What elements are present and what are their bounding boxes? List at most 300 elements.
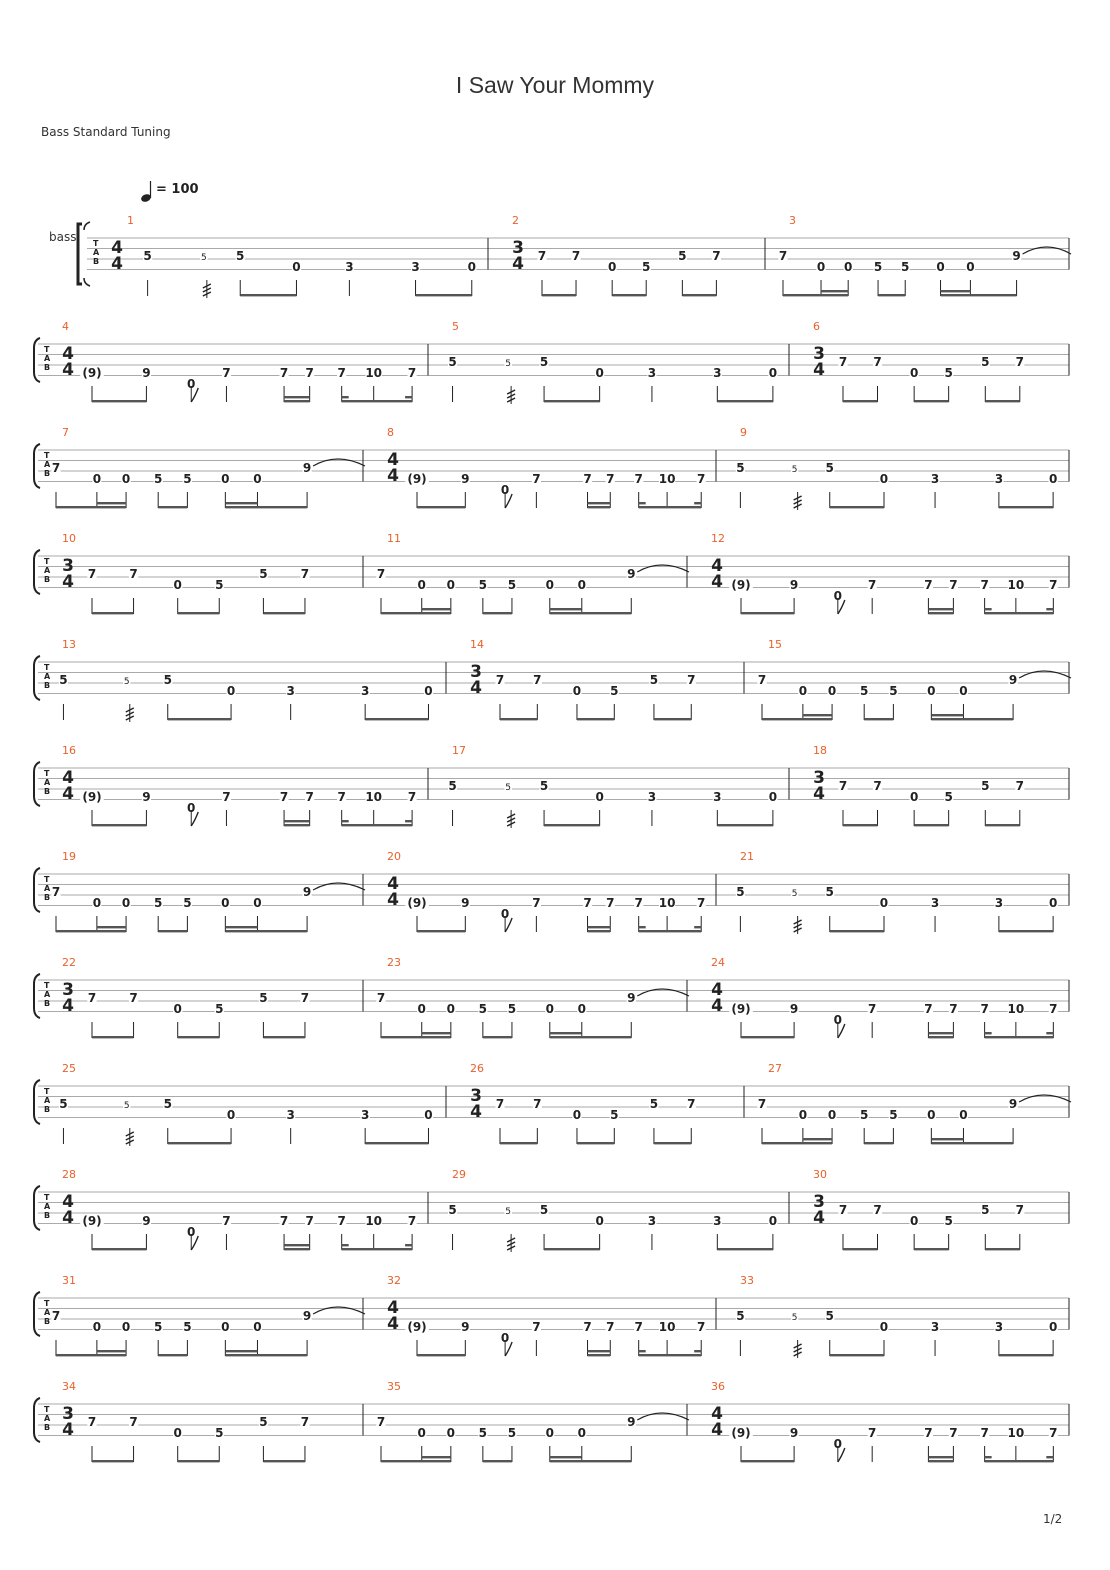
time-signature-bottom: 4	[470, 678, 482, 698]
fret-number: 0	[467, 260, 476, 274]
fret-number: 0	[545, 1002, 554, 1016]
measure-28	[62, 1168, 417, 1250]
fret-number: 10	[1007, 1002, 1025, 1016]
tab-clef-letter: B	[44, 787, 51, 796]
fret-number: 5	[944, 790, 953, 804]
time-signature-bottom: 4	[711, 1420, 723, 1440]
measure-number: 34	[62, 1380, 76, 1393]
fret-number: 3	[713, 790, 722, 804]
tab-clef-letter: A	[44, 672, 51, 681]
fret-number: 0	[500, 1331, 510, 1345]
beam	[381, 612, 451, 614]
fret-number: 3	[647, 1214, 657, 1228]
fret-number: 3	[713, 366, 722, 380]
beam	[588, 1354, 611, 1356]
fret-number: 10	[658, 472, 676, 486]
fret-number: 7	[1049, 578, 1058, 592]
fret-number: 9	[461, 896, 470, 910]
notes	[778, 247, 1071, 296]
measure-number: 11	[387, 532, 401, 545]
fret-number: 0	[221, 896, 230, 910]
tab-system	[34, 320, 1069, 404]
fret-number: 5	[123, 1101, 130, 1111]
measure-27	[757, 1062, 1071, 1144]
fret-number: 5	[123, 677, 130, 687]
fret-number: (9)	[407, 1320, 427, 1334]
fret-number: 10	[658, 896, 676, 910]
measure-34	[62, 1380, 310, 1462]
notes	[537, 249, 721, 296]
fret-number: 9	[789, 1426, 799, 1440]
beam	[928, 612, 953, 614]
fret-number: 0	[92, 472, 102, 486]
fret-number: 7	[634, 896, 643, 910]
beam	[985, 612, 1054, 614]
tab-system	[34, 532, 1069, 614]
fret-number: 7	[606, 1320, 615, 1334]
tab-clef-letter: A	[44, 1308, 51, 1317]
time-signature	[387, 450, 399, 486]
fret-number: 0	[936, 260, 945, 274]
fret-number: 7	[305, 790, 314, 804]
measure-number: 31	[62, 1274, 76, 1287]
beam	[577, 1142, 614, 1144]
system-brace	[84, 278, 90, 286]
fret-number: 7	[697, 1320, 706, 1334]
beam	[342, 1244, 349, 1246]
notes	[838, 1203, 1024, 1250]
beam	[639, 502, 646, 504]
fret-number: 0	[966, 260, 975, 274]
beam	[342, 396, 349, 398]
fret-number: 9	[789, 578, 799, 592]
tab-system	[34, 956, 1069, 1038]
fret-number: 0	[121, 472, 131, 486]
beam	[741, 1036, 794, 1038]
fret-number: 7	[924, 578, 933, 592]
beam	[284, 400, 310, 402]
fret-number: 5	[215, 578, 224, 592]
time-signature-top: 4	[711, 556, 723, 576]
fret-number: 7	[949, 1426, 958, 1440]
measure-number: 29	[452, 1168, 466, 1181]
beam	[985, 824, 1019, 826]
beam	[1046, 1032, 1053, 1034]
measure-19	[51, 850, 365, 932]
tab-clef	[44, 663, 51, 690]
beam	[284, 820, 310, 822]
fret-number: 7	[337, 1214, 346, 1228]
fret-number: 5	[889, 684, 898, 698]
beam	[225, 1350, 257, 1352]
beam	[550, 1036, 631, 1038]
beam	[417, 1354, 465, 1356]
beam	[931, 714, 963, 716]
measure-2	[512, 214, 721, 296]
time-signature-top: 4	[62, 1192, 74, 1212]
beam	[783, 294, 848, 296]
fret-number: 9	[302, 461, 312, 475]
fret-number: 0	[827, 1108, 837, 1122]
measure-31	[51, 1274, 365, 1356]
measure-number: 17	[452, 744, 466, 757]
measure-36	[711, 1380, 1058, 1462]
fret-number: 0	[959, 684, 968, 698]
beam	[588, 1350, 611, 1352]
beam	[639, 926, 646, 928]
beam	[225, 926, 257, 928]
measure-25	[59, 1062, 433, 1146]
fret-number: 9	[461, 1320, 470, 1334]
measure-number: 19	[62, 850, 76, 863]
fret-number: 9	[789, 1002, 799, 1016]
beam	[864, 1142, 893, 1144]
fret-number: 7	[51, 461, 61, 475]
measure-number: 6	[813, 320, 820, 333]
beam	[405, 820, 412, 822]
measure-16	[62, 744, 417, 826]
fret-number: 7	[495, 1097, 505, 1111]
notes	[495, 1097, 695, 1144]
time-signature-top: 4	[62, 344, 74, 364]
beam	[263, 1460, 305, 1462]
fret-number: 0	[833, 589, 843, 603]
notes	[87, 991, 309, 1038]
fret-number: 9	[142, 366, 151, 380]
fret-number: 0	[221, 472, 230, 486]
time-signature	[62, 768, 74, 804]
notes	[51, 883, 365, 932]
fret-number: 5	[183, 896, 192, 910]
time-signature-top: 4	[387, 874, 399, 894]
beam	[717, 400, 773, 402]
beam	[588, 926, 611, 928]
measure-number: 35	[387, 1380, 401, 1393]
fret-number: 0	[879, 896, 889, 910]
fret-number: (9)	[731, 1002, 751, 1016]
fret-number: 7	[606, 896, 615, 910]
beam	[56, 930, 126, 932]
beam	[417, 506, 465, 508]
time-signature	[62, 556, 74, 592]
measure-number: 7	[62, 426, 69, 439]
fret-number: 0	[226, 1108, 236, 1122]
fret-number: (9)	[82, 366, 102, 380]
fret-number: 5	[649, 1097, 659, 1111]
tab-system	[34, 1274, 1069, 1358]
fret-number: 7	[1049, 1426, 1058, 1440]
fret-number: 7	[1049, 1002, 1058, 1016]
beam	[544, 1248, 600, 1250]
fret-number: 0	[577, 1426, 586, 1440]
beam	[682, 294, 716, 296]
tempo-marking	[140, 181, 198, 203]
fret-number: 7	[980, 578, 989, 592]
time-signature-top: 3	[512, 238, 524, 258]
fret-number: 10	[365, 790, 383, 804]
measure-number: 21	[740, 850, 754, 863]
fret-number: 9	[302, 1309, 312, 1323]
fret-number: 5	[259, 567, 268, 581]
beam	[762, 1142, 832, 1144]
measure-9	[736, 426, 1058, 510]
beam	[985, 1456, 992, 1458]
fret-number: 7	[87, 991, 97, 1005]
measure-number: 27	[768, 1062, 782, 1075]
measure-8	[387, 426, 706, 508]
measure-26	[470, 1062, 696, 1144]
measure-13	[59, 638, 433, 722]
measure-number: 30	[813, 1168, 827, 1181]
fret-number: 7	[583, 1320, 592, 1334]
fret-number: 5	[507, 578, 517, 592]
beam	[985, 608, 992, 610]
fret-number: 7	[300, 991, 310, 1005]
beam	[577, 718, 614, 720]
measure-number: 3	[789, 214, 796, 227]
fret-number: 0	[879, 472, 889, 486]
fret-number: 0	[121, 1320, 131, 1334]
fret-number: 0	[173, 578, 182, 592]
fret-number: 0	[768, 366, 778, 380]
measure-number: 33	[740, 1274, 754, 1287]
time-signature	[387, 874, 399, 910]
notes	[838, 779, 1024, 826]
beam	[416, 294, 472, 296]
measure-number: 18	[813, 744, 827, 757]
fret-number: 0	[446, 578, 456, 592]
beam	[97, 926, 126, 928]
fret-number: 7	[949, 578, 958, 592]
fret-number: 0	[446, 1002, 456, 1016]
fret-number: 7	[51, 1309, 61, 1323]
notes	[80, 790, 417, 826]
fret-number: 0	[221, 1320, 230, 1334]
beam	[56, 506, 126, 508]
notes	[51, 1307, 365, 1356]
notes	[757, 671, 1071, 720]
beam	[342, 820, 349, 822]
beam	[550, 1032, 582, 1034]
fret-number: 5	[215, 1426, 224, 1440]
tab-clef-letter: B	[93, 257, 100, 266]
notes	[757, 1095, 1071, 1144]
tab-clef-letter: T	[44, 1299, 50, 1308]
tab-clef	[44, 1405, 51, 1432]
fret-number: 5	[736, 461, 745, 475]
time-signature-bottom: 4	[711, 996, 723, 1016]
fret-number: 7	[279, 790, 289, 804]
notes	[80, 1214, 417, 1250]
notes	[736, 1309, 1058, 1358]
fret-number: 7	[980, 1426, 989, 1440]
fret-number: 0	[173, 1426, 182, 1440]
fret-number: 9	[142, 790, 151, 804]
time-signature-bottom: 4	[813, 360, 825, 380]
fret-number: 5	[791, 1313, 798, 1323]
notes	[143, 249, 476, 298]
beam	[843, 400, 877, 402]
tab-clef-letter: T	[44, 875, 50, 884]
time-signature-bottom: 4	[711, 572, 723, 592]
fret-number: 0	[844, 260, 853, 274]
tab-clef	[44, 769, 51, 796]
tab-clef-letter: B	[44, 1211, 51, 1220]
fret-number: 7	[407, 790, 417, 804]
beam	[864, 718, 893, 720]
tab-clef	[44, 345, 51, 372]
beam	[1046, 1456, 1053, 1458]
fret-number: 7	[606, 472, 615, 486]
track-name: bass	[49, 230, 77, 244]
beam	[588, 502, 611, 504]
measure-number: 22	[62, 956, 76, 969]
beam	[985, 1036, 1054, 1038]
fret-number: 0	[798, 1108, 808, 1122]
fret-number: 5	[539, 779, 549, 793]
fret-number: 7	[129, 991, 138, 1005]
notes	[736, 885, 1058, 934]
fret-number: 7	[533, 1097, 542, 1111]
beam	[544, 400, 600, 402]
fret-number: 7	[337, 790, 346, 804]
fret-number: 5	[154, 896, 163, 910]
fret-number: 7	[305, 366, 314, 380]
fret-number: 7	[533, 673, 542, 687]
beam	[422, 608, 451, 610]
tab-clef	[44, 557, 51, 584]
fret-number: 0	[798, 684, 808, 698]
beam	[158, 506, 187, 508]
beam	[830, 930, 884, 932]
fret-number: 5	[642, 260, 651, 274]
fret-number: 0	[1048, 472, 1058, 486]
time-signature	[62, 980, 74, 1016]
measure-number: 13	[62, 638, 76, 651]
fret-number: 5	[183, 1320, 192, 1334]
measure-number: 5	[452, 320, 459, 333]
beam	[843, 1248, 877, 1250]
fret-number: 3	[994, 472, 1004, 486]
fret-number: 0	[595, 790, 604, 804]
measure-33	[736, 1274, 1058, 1358]
beam	[928, 608, 953, 610]
measure-30	[813, 1168, 1024, 1250]
fret-number: 7	[532, 1320, 541, 1334]
fret-number: 0	[424, 684, 433, 698]
time-signature-bottom: 4	[62, 1420, 74, 1440]
fret-number: 7	[634, 1320, 643, 1334]
fret-number: 0	[417, 578, 426, 592]
fret-number: 5	[183, 472, 192, 486]
tab-clef	[44, 981, 51, 1008]
measure-5	[448, 320, 778, 404]
fret-number: 5	[791, 465, 798, 475]
fret-number: 7	[838, 1203, 848, 1217]
tab-clef-letter: T	[44, 451, 50, 460]
beam	[92, 1248, 146, 1250]
beam	[342, 1248, 412, 1250]
tab-clef-letter: T	[44, 1405, 50, 1414]
measure-10	[62, 532, 310, 614]
measure-number: 2	[512, 214, 519, 227]
notes	[59, 1097, 433, 1146]
beam	[178, 1036, 220, 1038]
beam	[654, 718, 691, 720]
tab-clef-letter: A	[44, 778, 51, 787]
beam	[92, 612, 134, 614]
tab-clef-letter: B	[44, 1317, 51, 1326]
time-signature	[62, 1192, 74, 1228]
tab-clef-letter: B	[44, 893, 51, 902]
beam	[830, 506, 884, 508]
fret-number: 7	[407, 1214, 417, 1228]
measure-6	[813, 320, 1024, 402]
fret-number: 0	[909, 790, 919, 804]
fret-number: 7	[305, 1214, 314, 1228]
measure-number: 26	[470, 1062, 484, 1075]
beam	[542, 294, 576, 296]
fret-number: 0	[927, 684, 936, 698]
tab-clef-letter: A	[44, 990, 51, 999]
beam	[639, 930, 702, 932]
measure-20	[387, 850, 706, 932]
fret-number: 5	[163, 1097, 172, 1111]
time-signature	[813, 768, 825, 804]
fret-number: 0	[927, 1108, 936, 1122]
fret-number: 7	[337, 366, 346, 380]
beam	[999, 930, 1053, 932]
measure-11	[376, 532, 689, 614]
beam	[550, 608, 582, 610]
beam	[342, 824, 412, 826]
time-signature-bottom: 4	[387, 890, 399, 910]
time-signature-top: 4	[711, 980, 723, 1000]
fret-number: 9	[627, 991, 636, 1005]
tab-clef-letter: B	[44, 575, 51, 584]
fret-number: 7	[51, 885, 61, 899]
fret-number: 5	[610, 684, 619, 698]
fret-number: 0	[595, 366, 604, 380]
fret-number: 0	[253, 472, 262, 486]
fret-number: 7	[222, 1214, 231, 1228]
time-signature-bottom: 4	[512, 254, 524, 274]
tab-clef-letter: T	[44, 345, 50, 354]
fret-number: 7	[873, 779, 882, 793]
fret-number: 5	[889, 1108, 898, 1122]
beam	[97, 502, 126, 504]
time-signature-bottom: 4	[62, 996, 74, 1016]
tab-clef-letter: B	[44, 469, 51, 478]
beam	[985, 1032, 992, 1034]
fret-number: 5	[505, 1207, 511, 1217]
tab-clef-letter: B	[44, 1423, 51, 1432]
tab-clef-letter: A	[44, 460, 51, 469]
beam	[762, 718, 832, 720]
measure-number: 20	[387, 850, 401, 863]
time-signature-top: 3	[62, 556, 74, 576]
fret-number: 0	[1048, 896, 1058, 910]
fret-number: 9	[1008, 673, 1018, 687]
measure-number: 8	[387, 426, 394, 439]
fret-number: 3	[286, 1108, 295, 1122]
time-signature-top: 3	[470, 1086, 482, 1106]
tab-clef-letter: T	[44, 557, 50, 566]
tab-clef-letter: A	[44, 1096, 51, 1105]
fret-number: 0	[417, 1426, 426, 1440]
fret-number: 5	[505, 359, 511, 369]
beam	[639, 1350, 646, 1352]
